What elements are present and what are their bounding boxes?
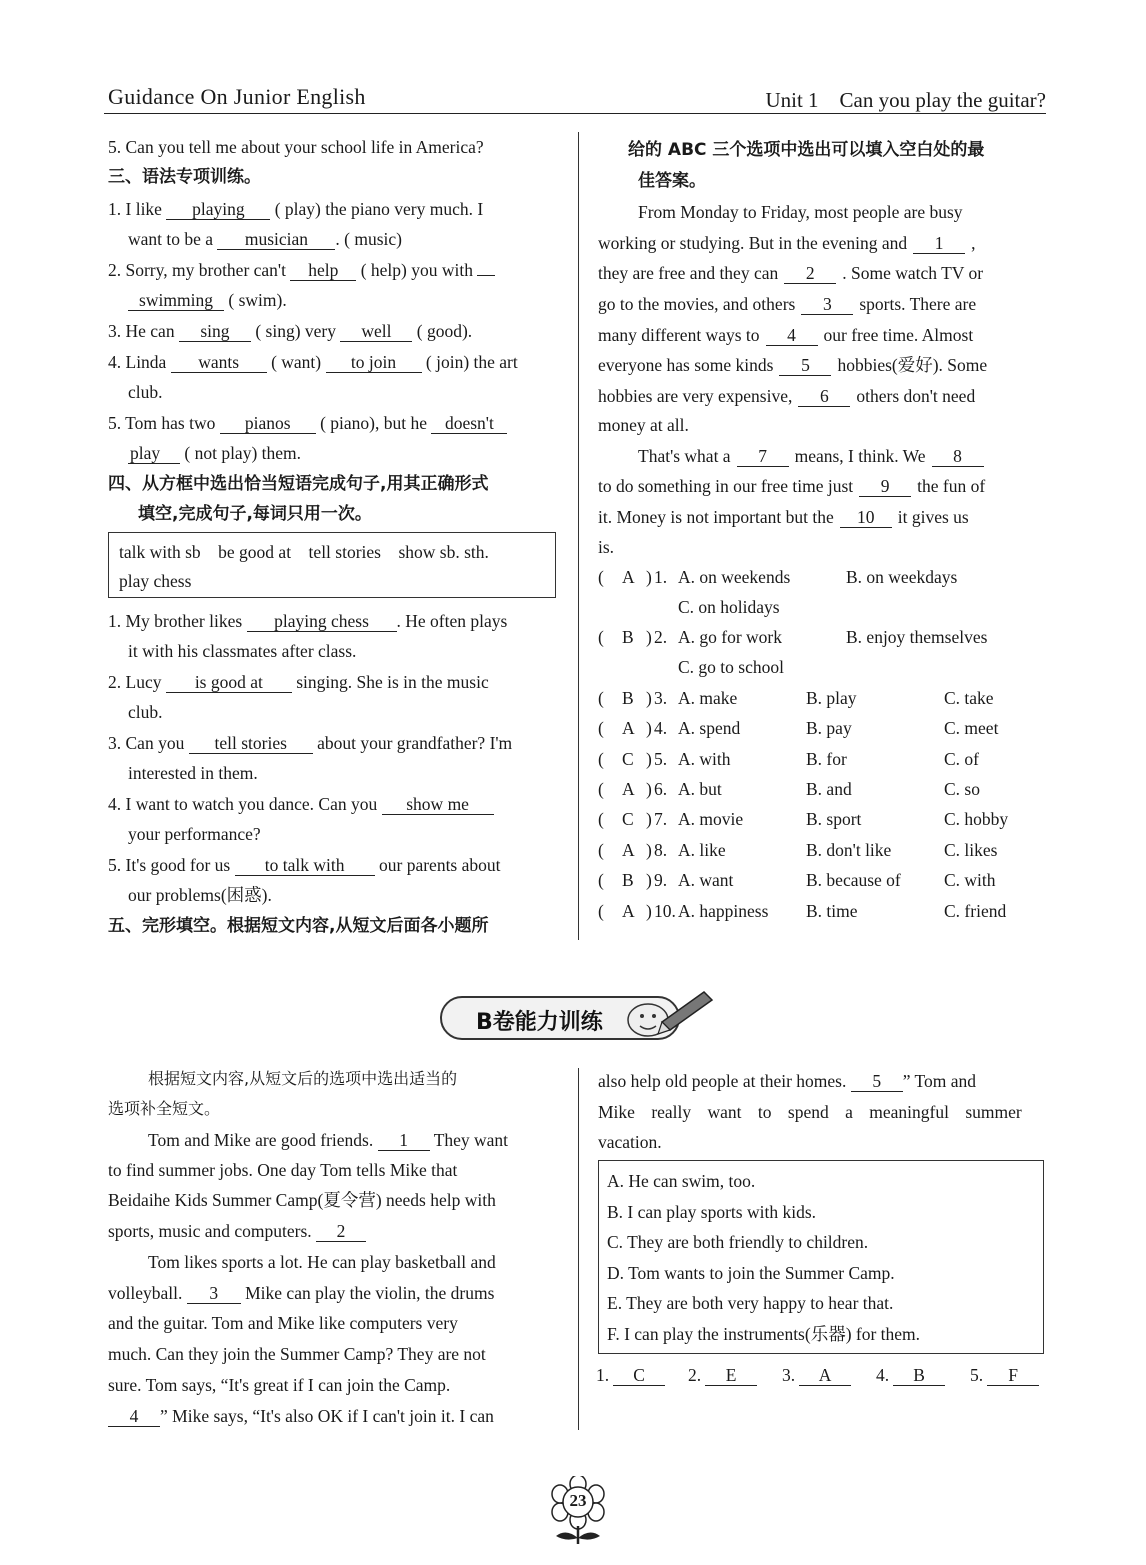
passage-line: vacation. xyxy=(598,1132,662,1152)
passage-line: Tom likes sports a lot. He can play basketball and xyxy=(148,1252,496,1272)
cloze-text: , xyxy=(971,233,976,253)
section-title-cont: 给的 ABC 三个选项中选出可以填入空白处的最 xyxy=(628,140,985,160)
phrase-q2: 2. Lucy is good at singing. She is in the music xyxy=(108,672,489,692)
answer-letter: B xyxy=(622,870,634,891)
option-row xyxy=(598,626,1048,648)
paren: ( xyxy=(598,627,604,648)
option-a: A. on weekends xyxy=(678,567,791,587)
cloze-text: it gives us xyxy=(897,507,969,527)
cloze-text: go to the movies, and others xyxy=(598,294,796,314)
banner-label: B卷能力训练 xyxy=(476,1010,603,1035)
instruction-line: 选项补全短文。 xyxy=(108,1099,221,1118)
cloze-text: working or studying. But in the evening and xyxy=(598,233,908,253)
answer-blank: wants xyxy=(171,352,267,373)
cloze-text: means, I think. We xyxy=(794,446,926,466)
option-number: 1. xyxy=(654,567,668,587)
answer-blank: playing xyxy=(166,199,270,220)
phrase-q5-cont: our problems(困惑). xyxy=(128,885,272,905)
paren: ( xyxy=(598,687,604,708)
pencil-icon xyxy=(618,986,718,1046)
paren: ) xyxy=(646,718,652,739)
paren: ) xyxy=(646,748,652,769)
answer-blank: well xyxy=(340,321,412,342)
option-row-cont xyxy=(598,656,1048,678)
answer-blank: 3 xyxy=(801,294,853,315)
answer-letter: B xyxy=(622,627,634,648)
phrase-q1-cont: it with his classmates after class. xyxy=(128,641,357,661)
option-a: A. go for work xyxy=(678,627,783,648)
cloze-text: everyone has some kinds xyxy=(598,355,774,375)
cloze-line xyxy=(638,445,990,467)
option-number: 8. xyxy=(654,839,668,860)
answer-blank: 7 xyxy=(737,446,789,467)
grammar-q2-cont: swimming ( swim). xyxy=(128,289,287,311)
answer-number: 4. xyxy=(876,1365,890,1385)
answer-number: 3. xyxy=(782,1365,796,1385)
cloze-line xyxy=(598,506,969,528)
paren: ) xyxy=(646,900,652,921)
phrase-q4: 4. I want to watch you dance. Can you show me xyxy=(108,793,494,815)
option-b: B. on weekdays xyxy=(846,567,958,587)
section-title: 三、语法专项训练。 xyxy=(108,167,261,187)
answer-blank: swimming xyxy=(128,290,224,311)
cloze-text: From Monday to Friday, most people are busy xyxy=(638,202,963,222)
option-number: 2. xyxy=(654,627,668,648)
choices-box xyxy=(598,1160,1044,1354)
answer-blank: 6 xyxy=(798,386,850,407)
answer-blank: F xyxy=(987,1365,1039,1386)
instruction-line: 根据短文内容,从短文后的选项中选出适当的 xyxy=(148,1069,458,1088)
answer-blank: musician xyxy=(217,229,335,250)
answer-letter: A xyxy=(622,718,635,739)
section-banner xyxy=(440,996,680,1040)
option-number: 10. xyxy=(654,900,676,921)
cloze-line xyxy=(598,536,614,558)
option-b: B. pay xyxy=(806,718,852,739)
cloze-text: That's what a xyxy=(638,446,731,466)
passage-line: Mike really want to spend a meaningful summer xyxy=(598,1102,1022,1122)
answer-blank: playing chess xyxy=(247,611,397,632)
answer-blank: E xyxy=(705,1365,757,1386)
answer-blank: 4 xyxy=(108,1406,160,1427)
answer-blank: is good at xyxy=(166,672,292,693)
answer-blank: doesn't xyxy=(431,413,507,434)
choice-item: B. I can play sports with kids. xyxy=(607,1201,817,1222)
phrase-q3: 3. Can you tell stories about your grandfather? I'm xyxy=(108,733,513,753)
paren: ( xyxy=(598,748,604,769)
answer-number: 1. xyxy=(596,1365,610,1385)
section-title: 五、完形填空。根据短文内容,从短文后面各小题所 xyxy=(108,916,489,936)
grammar-q3: 3. He can sing ( sing) very well ( good). xyxy=(108,321,473,341)
column-divider-bottom xyxy=(578,1068,579,1430)
answer-blank: 2 xyxy=(316,1221,366,1242)
answer-blank: pianos xyxy=(220,413,316,434)
grammar-q4-cont: club. xyxy=(128,382,163,402)
option-c: C. meet xyxy=(944,718,999,739)
option-row-cont xyxy=(598,596,1048,618)
answer-blank: to join xyxy=(326,352,422,373)
paren: ) xyxy=(646,687,652,708)
choice-item: C. They are both friendly to children. xyxy=(607,1232,869,1253)
option-b: B. time xyxy=(806,900,858,921)
answer-letter: A xyxy=(622,779,635,799)
phrase-box xyxy=(108,532,556,598)
answer-blank: 1 xyxy=(913,233,965,254)
option-a: A. happiness xyxy=(678,900,769,921)
option-row xyxy=(598,717,1048,739)
cloze-text: others don't need xyxy=(856,386,976,406)
passage-line: to find summer jobs. One day Tom tells Mike that xyxy=(108,1160,458,1180)
cloze-line xyxy=(598,262,983,284)
passage-line: also help old people at their homes. 5 ” Tom and xyxy=(598,1071,977,1091)
option-number: 7. xyxy=(654,809,668,830)
paren: ( xyxy=(598,900,604,921)
answer-item xyxy=(782,1364,851,1386)
option-number: 5. xyxy=(654,748,668,769)
page-number: 23 xyxy=(569,1491,587,1510)
option-c: C. likes xyxy=(944,839,998,860)
option-row xyxy=(598,900,1048,922)
answer-blank: 10 xyxy=(840,507,892,528)
paren: ( xyxy=(598,809,604,830)
paren: ( xyxy=(598,870,604,891)
paren: ) xyxy=(646,809,652,830)
passage-line: Tom and Mike are good friends. 1 They want xyxy=(148,1130,509,1150)
paren: ( xyxy=(598,779,604,799)
answer-blank: 4 xyxy=(766,325,818,346)
answer-number: 2. xyxy=(688,1365,702,1385)
option-row xyxy=(598,869,1048,891)
answer-blank: B xyxy=(893,1365,945,1386)
answer-blank: 9 xyxy=(859,476,911,497)
cloze-line xyxy=(598,232,976,254)
header-unit-title: Unit 1 Can you play the guitar? xyxy=(765,88,1046,112)
answer-letter: C xyxy=(622,748,634,769)
answer-blank: 8 xyxy=(932,446,984,467)
answer-blank: tell stories xyxy=(189,733,313,754)
answer-letter: A xyxy=(622,839,635,860)
paren: ) xyxy=(646,567,652,587)
paren: ) xyxy=(646,870,652,891)
column-divider-top xyxy=(578,132,579,940)
section-title-cont: 填空,完成句子,每词只用一次。 xyxy=(138,504,372,524)
cloze-line xyxy=(598,354,987,376)
answer-blank: 1 xyxy=(378,1130,430,1151)
option-b: B. because of xyxy=(806,870,901,891)
passage-line: Beidaihe Kids Summer Camp(夏令营) needs help with xyxy=(108,1190,496,1210)
answer-letter: A xyxy=(622,567,635,587)
grammar-q1-cont: want to be a musician . ( music) xyxy=(128,229,403,249)
option-a: A. want xyxy=(678,870,734,891)
cloze-text: hobbies(爱好). Some xyxy=(837,355,988,375)
paren: ) xyxy=(646,839,652,860)
cloze-text: money at all. xyxy=(598,415,689,435)
cloze-line xyxy=(598,385,975,407)
option-row xyxy=(598,748,1048,770)
answer-blank: 5 xyxy=(779,355,831,376)
option-row xyxy=(598,778,1048,800)
paren: ( xyxy=(598,718,604,739)
cloze-text: it. Money is not important but the xyxy=(598,507,834,527)
option-a: A. movie xyxy=(678,809,744,830)
answer-blank: sing xyxy=(179,321,251,342)
answer-blank: 3 xyxy=(187,1283,241,1304)
choice-item: E. They are both very happy to hear that. xyxy=(607,1293,894,1314)
cloze-line xyxy=(598,475,985,497)
answer-blank: 5 xyxy=(851,1071,903,1092)
grammar-q2: 2. Sorry, my brother can't help ( help) you with xyxy=(108,259,495,281)
answer-number: 5. xyxy=(970,1365,984,1385)
answer-blank: help xyxy=(290,260,356,281)
grammar-q5-cont: play ( not play) them. xyxy=(130,443,302,463)
answer-blank: C xyxy=(613,1365,665,1386)
answer-item xyxy=(876,1364,945,1386)
cloze-text: to do something in our free time just xyxy=(598,476,854,496)
option-number: 9. xyxy=(654,870,668,891)
answer-letter: C xyxy=(622,809,634,830)
answer-letter: B xyxy=(622,687,634,708)
phrase-q4-cont: your performance? xyxy=(128,824,261,844)
grammar-q5: 5. Tom has two pianos ( piano), but he doesn't xyxy=(108,412,507,434)
paren: ) xyxy=(646,627,652,648)
option-b: B. sport xyxy=(806,809,862,830)
flower-icon xyxy=(548,1476,608,1546)
option-a: A. make xyxy=(678,687,738,708)
cloze-line xyxy=(598,293,976,315)
option-c: C. on holidays xyxy=(678,597,780,617)
option-row xyxy=(598,839,1048,861)
passage-line: and the guitar. Tom and Mike like computers very xyxy=(108,1313,458,1333)
answer-item xyxy=(596,1364,665,1386)
header-rule xyxy=(104,113,1046,114)
option-c: C. with xyxy=(944,870,996,891)
passage-line: much. Can they join the Summer Camp? They are not xyxy=(108,1344,486,1364)
choice-item: F. I can play the instruments(乐器) for them. xyxy=(607,1324,921,1344)
answer-blank: A xyxy=(799,1365,851,1386)
cloze-text: they are free and they can xyxy=(598,263,779,283)
option-b: B. and xyxy=(806,779,852,799)
option-c: C. so xyxy=(944,779,980,799)
choice-item: D. Tom wants to join the Summer Camp. xyxy=(607,1262,895,1283)
header-book-title: Guidance On Junior English xyxy=(108,84,366,109)
option-c: C. go to school xyxy=(678,657,784,678)
passage-line: sports, music and computers. 2 xyxy=(108,1220,366,1242)
section-title-cont: 佳答案。 xyxy=(638,171,706,191)
question-line: 5. Can you tell me about your school life in America? xyxy=(108,137,484,157)
option-c: C. take xyxy=(944,687,994,708)
paren: ) xyxy=(646,779,652,799)
answer-blank: 2 xyxy=(784,263,836,284)
cloze-line xyxy=(598,324,973,346)
phrase-q1: 1. My brother likes playing chess . He often plays xyxy=(108,611,508,631)
option-b: B. don't like xyxy=(806,839,892,860)
option-c: C. friend xyxy=(944,900,1007,921)
cloze-text: the fun of xyxy=(917,476,986,496)
option-a: A. but xyxy=(678,779,722,799)
cloze-text: . Some watch TV or xyxy=(842,263,984,283)
cloze-text: is. xyxy=(598,537,615,557)
answer-blank: play xyxy=(128,443,180,464)
passage-line: 4 ” Mike says, “It's also OK if I can't join it. I can xyxy=(108,1405,494,1427)
answer-letter: A xyxy=(622,900,635,921)
cloze-text: many different ways to xyxy=(598,325,760,345)
phrase-box-line: talk with sb be good at tell stories show sb. sth. xyxy=(119,542,489,562)
option-c: C. of xyxy=(944,748,979,769)
cloze-line xyxy=(598,414,689,436)
answer-blank: to talk with xyxy=(235,855,375,876)
answer-item xyxy=(688,1364,757,1386)
answer-blank: show me xyxy=(382,794,494,815)
option-a: A. with xyxy=(678,748,731,769)
option-a: A. spend xyxy=(678,718,741,739)
option-a: A. like xyxy=(678,839,726,860)
paren: ( xyxy=(598,567,604,587)
cloze-text: hobbies are very expensive, xyxy=(598,386,793,406)
option-c: C. hobby xyxy=(944,809,1009,830)
answer-item xyxy=(970,1364,1039,1386)
phrase-q5: 5. It's good for us to talk with our parents about xyxy=(108,855,501,875)
section-title: 四、从方框中选出恰当短语完成句子,用其正确形式 xyxy=(108,474,489,494)
phrase-q3-cont: interested in them. xyxy=(128,763,258,783)
passage-line: sure. Tom says, “It's great if I can join the Camp. xyxy=(108,1375,451,1395)
phrase-q2-cont: club. xyxy=(128,702,163,722)
option-b: B. enjoy themselves xyxy=(846,627,988,648)
cloze-text: our free time. Almost xyxy=(823,325,974,345)
option-row xyxy=(598,566,1048,588)
option-row xyxy=(598,808,1048,830)
cloze-line xyxy=(638,201,963,223)
option-number: 3. xyxy=(654,687,668,708)
grammar-q4: 4. Linda wants ( want) to join ( join) the art xyxy=(108,352,518,372)
grammar-q1: 1. I like playing ( play) the piano very much. I xyxy=(108,199,484,219)
option-b: B. for xyxy=(806,748,847,769)
option-b: B. play xyxy=(806,687,857,708)
cloze-text: sports. There are xyxy=(859,294,977,314)
option-row xyxy=(598,687,1048,709)
choice-item: A. He can swim, too. xyxy=(607,1171,756,1191)
phrase-box-line: play chess xyxy=(119,571,192,591)
paren: ( xyxy=(598,839,604,860)
passage-line: volleyball. 3 Mike can play the violin, the drums xyxy=(108,1283,495,1303)
option-number: 6. xyxy=(654,779,668,799)
option-number: 4. xyxy=(654,718,668,739)
